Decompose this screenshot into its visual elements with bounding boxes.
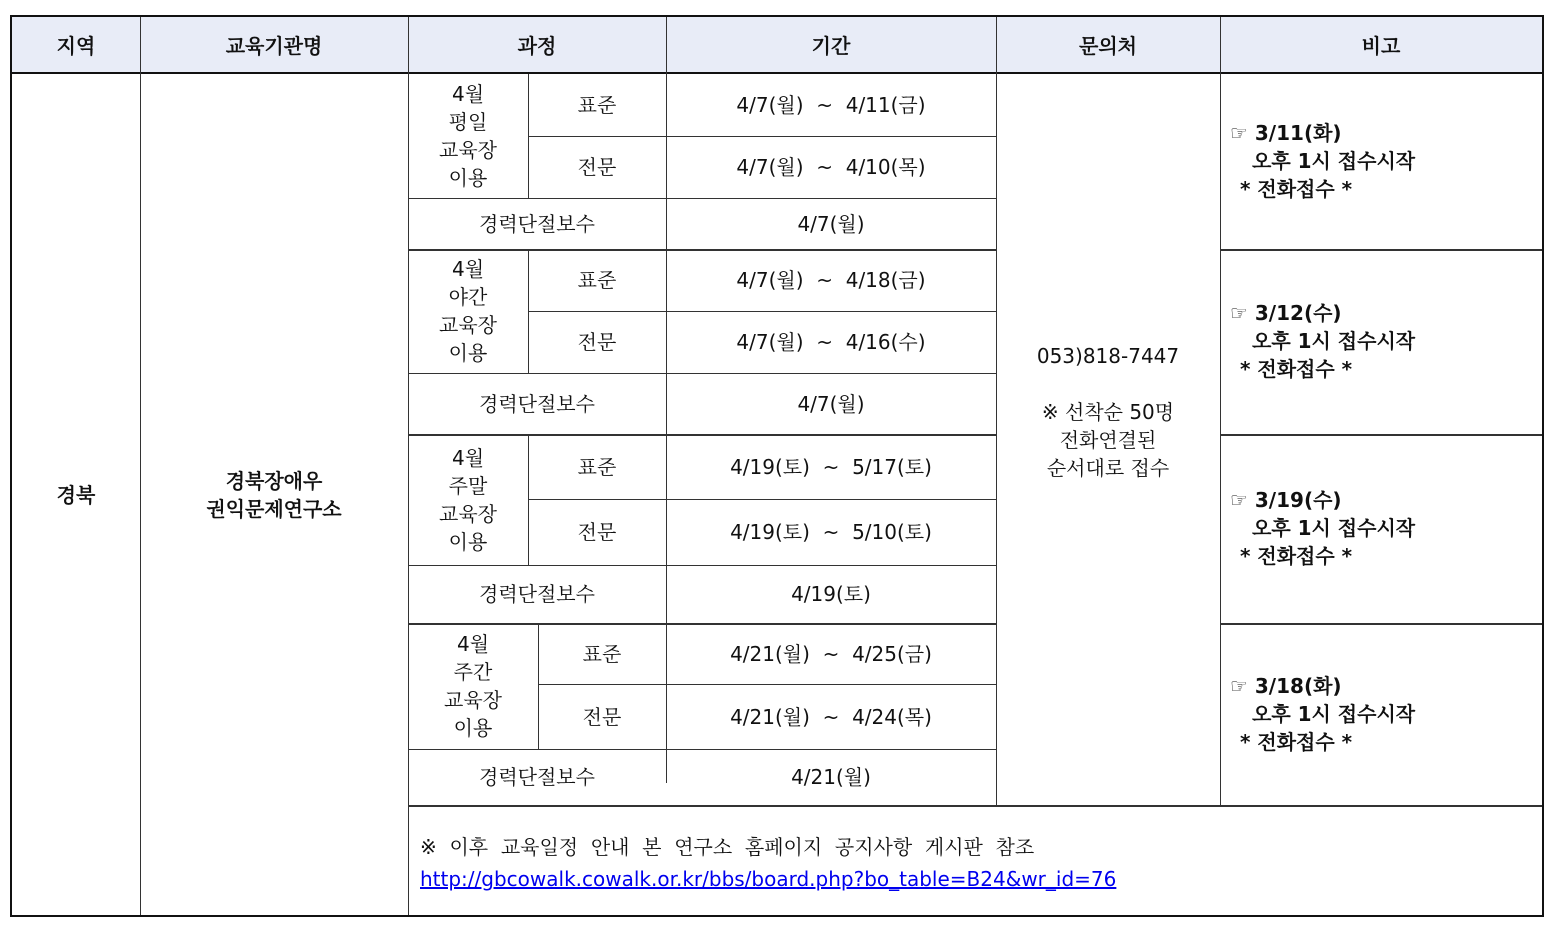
dates-standard: 4/7(월) ~ 4/18(금) xyxy=(736,268,926,292)
period-label-line: 교육장 xyxy=(444,688,502,712)
remark-group-1 xyxy=(1230,119,1415,203)
footer xyxy=(420,831,1116,895)
course-standard: 표준 xyxy=(577,268,617,292)
period-label-line: 평일 xyxy=(448,110,488,134)
schedule-table xyxy=(10,15,1544,917)
remark-group-3 xyxy=(1230,486,1415,570)
course-standard: 표준 xyxy=(582,641,622,666)
course-standard: 표준 xyxy=(577,454,617,479)
period-label-line: 이용 xyxy=(448,529,488,554)
header-course: 과정 xyxy=(517,33,557,58)
remark-method: * 전화접수 * xyxy=(1240,177,1353,201)
period-label-line: 교육장 xyxy=(439,313,497,337)
period-label-line: 4월 xyxy=(451,257,485,281)
header-institution: 교육기관명 xyxy=(225,33,323,58)
board-link[interactable]: http://gbcowalk.cowalk.or.kr/bbs/board.php?bo_table=B24&wr_id=76 xyxy=(420,867,1117,891)
period-label-line: 이용 xyxy=(448,341,488,365)
remark-method: * 전화접수 * xyxy=(1240,357,1353,381)
group-3-period-label xyxy=(408,434,528,565)
institution-line-2: 권익문제연구소 xyxy=(206,496,342,521)
region-cell: 경북 xyxy=(56,482,96,507)
group-1-period-label xyxy=(408,74,528,198)
header-remarks: 비고 xyxy=(1361,33,1401,58)
remark-date: ☞ 3/18(화) xyxy=(1230,674,1342,698)
dates-standard: 4/19(토) ~ 5/17(토) xyxy=(730,454,932,479)
remark-time: 오후 1시 접수시작 xyxy=(1252,702,1416,726)
course-expert: 전문 xyxy=(577,155,617,179)
contact-note-line-3: 순서대로 접수 xyxy=(1046,455,1170,480)
dates-expert: 4/7(월) ~ 4/10(목) xyxy=(736,155,926,179)
group-4-period-label xyxy=(408,623,538,749)
period-label-line: 교육장 xyxy=(439,501,497,526)
dates-career-break: 4/7(월) xyxy=(797,211,865,236)
contact-note-line-2: 전화연결된 xyxy=(1059,427,1157,452)
contact-note-line-1: ※ 선착순 50명 xyxy=(1041,399,1175,424)
period-label-line: 이용 xyxy=(453,716,493,740)
dates-career-break: 4/7(월) xyxy=(797,391,865,416)
remark-group-2 xyxy=(1230,299,1415,383)
course-standard: 표준 xyxy=(577,93,617,117)
course-career-break: 경력단절보수 xyxy=(479,211,595,236)
period-label-line: 주간 xyxy=(453,660,493,684)
header-region: 지역 xyxy=(56,33,96,58)
course-expert: 전문 xyxy=(582,704,622,729)
header-contact: 문의처 xyxy=(1079,33,1137,58)
period-label-line: 야간 xyxy=(448,285,488,309)
dates-career-break: 4/19(토) xyxy=(791,582,871,606)
course-career-break: 경력단절보수 xyxy=(479,582,595,606)
footer-notice: ※ 이후 교육일정 안내 본 연구소 홈페이지 공지사항 게시판 참조 xyxy=(420,835,1035,859)
dates-expert: 4/7(월) ~ 4/16(수) xyxy=(736,330,926,354)
course-career-break: 경력단절보수 xyxy=(479,391,595,416)
remark-method: * 전화접수 * xyxy=(1240,730,1353,754)
remark-date: ☞ 3/11(화) xyxy=(1230,121,1342,145)
period-label-line: 4월 xyxy=(451,82,485,106)
remark-date: ☞ 3/19(수) xyxy=(1230,488,1342,512)
dates-expert: 4/21(월) ~ 4/24(목) xyxy=(730,704,932,729)
remark-time: 오후 1시 접수시작 xyxy=(1252,516,1416,540)
period-label-line: 교육장 xyxy=(439,138,497,162)
dates-expert: 4/19(토) ~ 5/10(토) xyxy=(730,520,932,544)
contact-phone: 053)818-7447 xyxy=(1036,343,1180,368)
period-label-line: 4월 xyxy=(451,445,485,470)
course-expert: 전문 xyxy=(577,520,617,544)
period-label-line: 이용 xyxy=(448,166,488,190)
contact-cell xyxy=(996,74,1220,749)
remark-group-4 xyxy=(1230,672,1415,756)
group-2-period-label xyxy=(408,249,528,373)
period-label-line: 주말 xyxy=(448,473,488,498)
dates-standard: 4/7(월) ~ 4/11(금) xyxy=(736,93,926,117)
institution-cell xyxy=(140,74,408,915)
course-expert: 전문 xyxy=(577,330,617,354)
dates-career-break: 4/21(월) xyxy=(791,765,871,789)
period-label-line: 4월 xyxy=(456,632,490,656)
institution-line-1: 경북장애우 xyxy=(225,468,323,493)
course-career-break: 경력단절보수 xyxy=(479,765,595,789)
dates-standard: 4/21(월) ~ 4/25(금) xyxy=(730,641,932,666)
remark-method: * 전화접수 * xyxy=(1240,544,1353,568)
remark-date: ☞ 3/12(수) xyxy=(1230,301,1342,325)
remark-time: 오후 1시 접수시작 xyxy=(1252,149,1416,173)
header-period: 기간 xyxy=(811,33,851,58)
remark-time: 오후 1시 접수시작 xyxy=(1252,329,1416,353)
